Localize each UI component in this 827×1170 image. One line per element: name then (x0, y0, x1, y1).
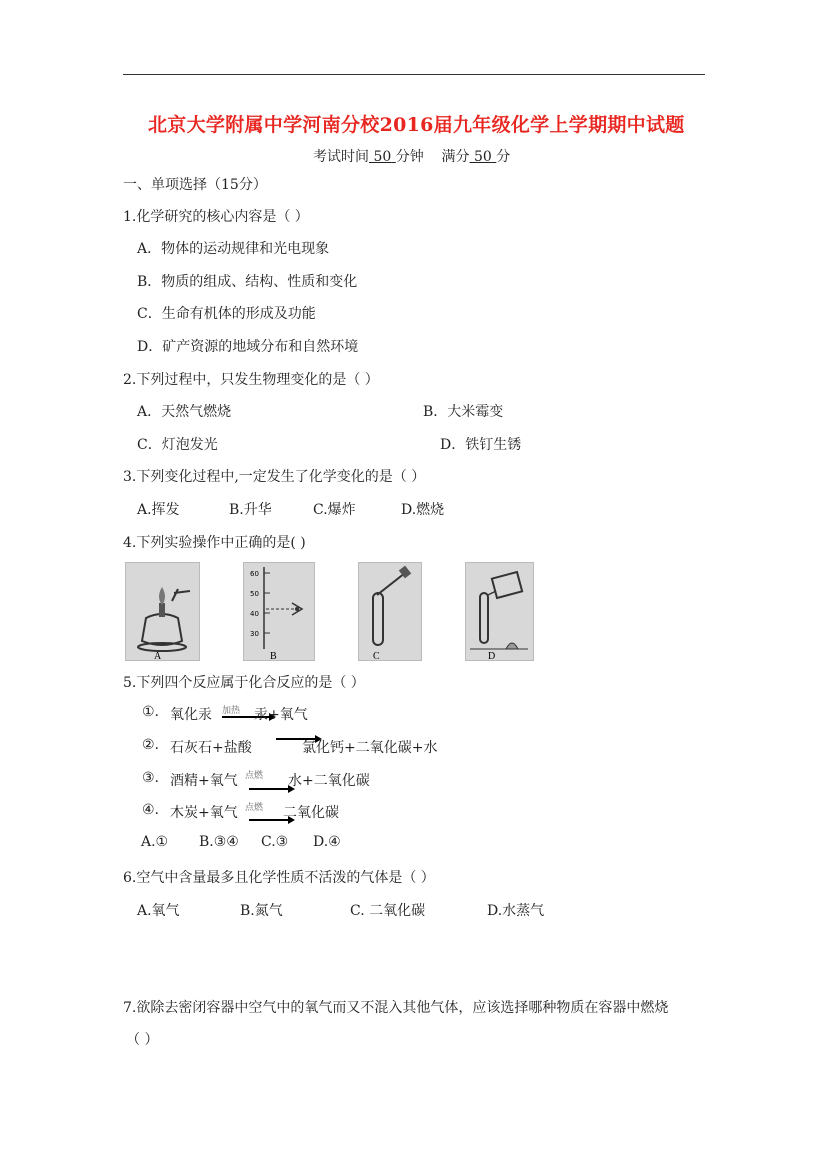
svg-text:30: 30 (250, 630, 259, 638)
figure-d-label: D (488, 651, 496, 660)
q5-r4-right: 二氧化碳 (283, 805, 339, 821)
q5-r2-num: ②. (142, 737, 160, 753)
figure-d-pouring (465, 562, 534, 661)
q6-option-d: D.水蒸气 (487, 903, 545, 919)
q2-option-b: B．大米霉变 (423, 404, 504, 420)
q3-stem: 3.下列变化过程中,一定发生了化学变化的是（ ） (123, 469, 426, 485)
q2-option-d: D．铁钉生锈 (440, 437, 522, 453)
section-heading: 一、单项选择（15分） (123, 177, 267, 193)
q5-r1-right: 汞+氧气 (254, 707, 308, 723)
q5-r2-left: 石灰石+盐酸 (170, 740, 252, 756)
q5-r3-right: 水+二氧化碳 (288, 773, 370, 789)
q7-stem: 7.欲除去密闭容器中空气中的氧气而又不混入其他气体，应该选择哪种物质在容器中燃烧 (123, 1000, 669, 1016)
time-value: 50 (373, 149, 392, 165)
q3-option-a: A.挥发 (137, 502, 180, 518)
exam-meta (313, 146, 510, 166)
q2-stem: 2.下列过程中，只发生物理变化的是（ ） (123, 372, 379, 388)
q7-paren: （ ） (126, 1032, 159, 1048)
q3-option-d: D.燃烧 (401, 502, 445, 518)
figure-c-dropper (358, 562, 422, 661)
q3-option-b: B.升华 (229, 502, 272, 518)
q5-r4-condition: 点燃 (245, 803, 264, 813)
q5-option-a: A.① (141, 834, 169, 850)
q5-r3-arrow (249, 788, 293, 790)
q2-option-a: A．天然气燃烧 (137, 404, 232, 420)
time-label: 考试时间 (313, 149, 369, 165)
svg-text:60: 60 (250, 570, 259, 578)
top-rule (123, 74, 705, 75)
q5-r4-left: 木炭+氧气 (170, 805, 238, 821)
q5-r3-left: 酒精+氧气 (170, 773, 238, 789)
q5-r1-num: ①. (142, 704, 160, 720)
q5-option-d: D.④ (313, 834, 341, 850)
q5-r2-right: 氯化钙+二氧化碳+水 (302, 740, 438, 756)
figure-c-label: C (373, 651, 380, 660)
q6-stem: 6.空气中含量最多且化学性质不活泼的气体是（ ） (123, 870, 435, 886)
q1-option-c: C．生命有机体的形成及功能 (137, 306, 316, 322)
time-unit: 分钟 (395, 149, 424, 165)
q5-r1-condition: 加热 (222, 706, 241, 716)
q5-r3-num: ③. (142, 770, 160, 786)
svg-text:50: 50 (250, 590, 259, 598)
q3-option-c: C.爆炸 (313, 502, 356, 518)
svg-text:40: 40 (250, 610, 259, 618)
q4-stem: 4.下列实验操作中正确的是( ) (123, 535, 306, 551)
q1-option-b: B．物质的组成、结构、性质和变化 (137, 274, 358, 290)
q5-option-b: B.③④ (199, 834, 239, 850)
figure-b-label: B (270, 651, 277, 660)
q6-option-b: B.氮气 (240, 903, 283, 919)
q1-stem: 1.化学研究的核心内容是（ ） (123, 209, 309, 225)
q5-r3-condition: 点燃 (245, 771, 264, 781)
figure-a-alcohol-lamp (125, 562, 200, 661)
page-title: 北京大学附属中学河南分校2016届九年级化学上学期期中试题 (148, 114, 685, 136)
score-label: 满分 (441, 149, 470, 165)
score-value: 50 (474, 149, 492, 165)
q6-option-c: C. 二氧化碳 (350, 903, 426, 919)
q5-r1-left: 氧化汞 (170, 707, 212, 723)
figure-b-graduated-cylinder (243, 562, 315, 661)
figure-a-label: A (154, 651, 162, 660)
q5-option-c: C.③ (261, 834, 289, 850)
q2-option-c: C．灯泡发光 (137, 437, 218, 453)
q5-r4-num: ④. (142, 802, 160, 818)
score-unit: 分 (496, 149, 511, 165)
q1-option-a: A．物体的运动规律和光电现象 (137, 241, 330, 257)
q1-option-d: D．矿产资源的地域分布和自然环境 (137, 339, 359, 355)
q6-option-a: A.氧气 (137, 903, 180, 919)
q5-stem: 5.下列四个反应属于化合反应的是（ ） (123, 675, 365, 691)
